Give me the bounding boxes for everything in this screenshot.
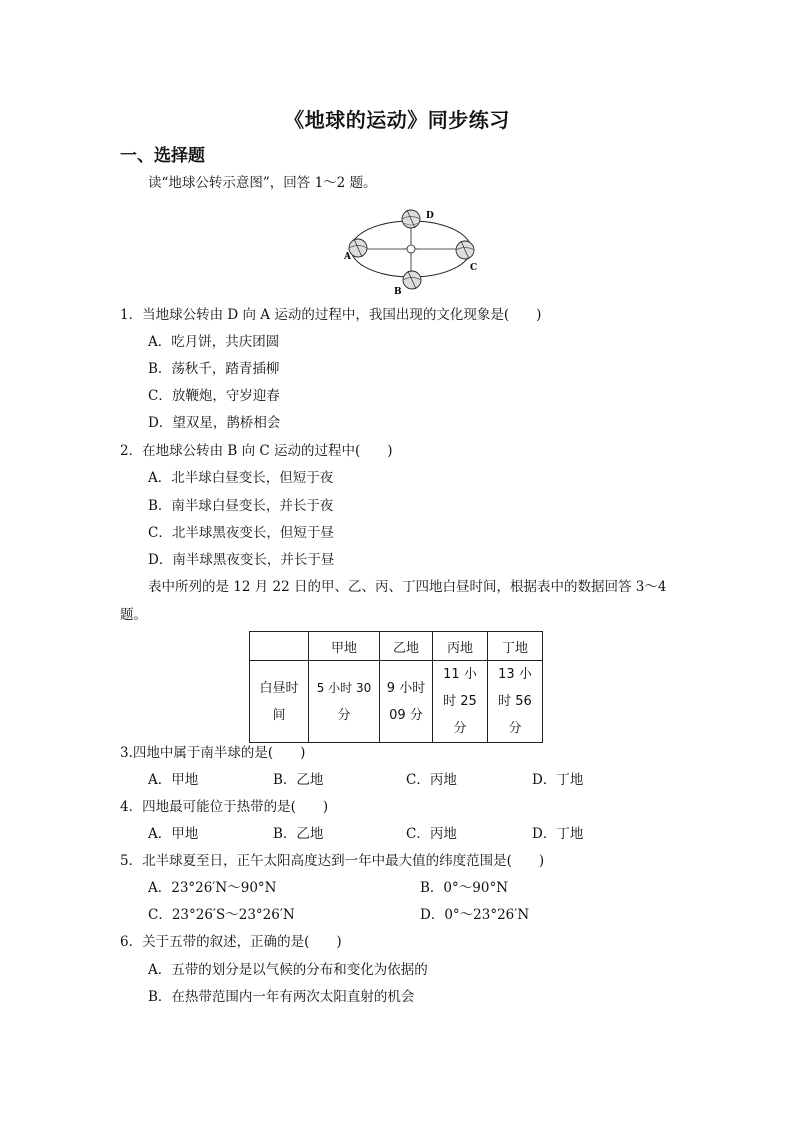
table-cell-line: 分: [453, 721, 467, 736]
q5-option-d: D．0°～23°26′N: [420, 907, 530, 923]
table-header-cell: [250, 632, 309, 661]
q4-option-b: B．乙地: [273, 826, 324, 842]
q4-option-d: D．丁地: [532, 826, 584, 842]
table-cell: [488, 661, 543, 743]
table-header-row: [250, 632, 543, 661]
diagram-label-a: A: [344, 252, 351, 262]
q1-option-a: A．吃月饼，共庆团圆: [148, 334, 280, 350]
q2-option-a: A．北半球白昼变长，但短于夜: [148, 470, 334, 486]
table-header-cell: 甲地: [309, 632, 380, 661]
sun-icon: [403, 241, 419, 257]
q2-option-d: D．南半球黑夜变长，并长于昼: [148, 552, 335, 568]
earth-a-icon: [349, 239, 367, 257]
table-cell-line: 13 小: [498, 667, 532, 682]
diagram-label-c: C: [470, 263, 478, 273]
table-cell: [309, 661, 380, 743]
q5-option-c: C．23°26′S～23°26′N: [148, 907, 295, 923]
table-header-cell: 乙地: [380, 632, 433, 661]
earth-orbit-diagram: [336, 201, 486, 297]
question-1: 1．当地球公转由 D 向 A 运动的过程中，我国出现的文化现象是( ): [120, 307, 542, 323]
q2-option-c: C．北半球黑夜变长，但短于昼: [148, 525, 334, 541]
table-cell-line: 09 分: [389, 707, 423, 723]
table-cell-line: 9 小时: [386, 680, 426, 696]
table-cell-line: 11 小: [443, 667, 477, 682]
table-header-cell: 丁地: [488, 632, 543, 661]
table-cell-line: 时 25: [443, 694, 477, 709]
table-cell-line: 白昼时: [259, 680, 299, 696]
earth-b-icon: [403, 271, 421, 289]
q6-option-a: A．五带的划分是以气候的分布和变化为依据的: [148, 962, 428, 978]
table-cell: [380, 661, 433, 743]
question-4: 4．四地最可能位于热带的是( ): [120, 799, 329, 815]
q3-option-d: D．丁地: [532, 772, 584, 788]
table-cell-line: 时 56: [498, 694, 532, 709]
q1-option-d: D．望双星，鹊桥相会: [148, 415, 281, 431]
section-heading: 一、选择题: [120, 146, 205, 166]
table-cell-line: 分: [508, 721, 522, 736]
question-2: 2．在地球公转由 B 向 C 运动的过程中( ): [120, 443, 393, 459]
intro-text-2-cont: 题。: [120, 607, 147, 623]
q2-option-b: B．南半球白昼变长，并长于夜: [148, 498, 334, 514]
q1-option-b: B．荡秋千，踏青插柳: [148, 361, 280, 377]
table-cell: [433, 661, 488, 743]
q5-option-a: A．23°26′N～90°N: [148, 880, 277, 896]
table-cell-line: 间: [272, 707, 286, 723]
diagram-label-d: D: [426, 211, 434, 221]
intro-text-2: 表中所列的是 12 月 22 日的甲、乙、丙、丁四地白昼时间，根据表中的数据回答 3～4: [148, 579, 667, 595]
q6-option-b: B．在热带范围内一年有两次太阳直射的机会: [148, 989, 415, 1005]
q1-option-c: C．放鞭炮，守岁迎春: [148, 388, 280, 404]
earth-c-icon: [456, 241, 474, 259]
table-cell-line: 5 小时 30: [316, 680, 372, 695]
table-row-label: [250, 661, 309, 743]
q3-option-c: C．丙地: [406, 772, 457, 788]
table-cell-line: 分: [337, 707, 351, 723]
intro-text-1: 读“地球公转示意图”，回答 1～2 题。: [148, 175, 377, 191]
table-header-cell: 丙地: [433, 632, 488, 661]
daylight-table: [249, 631, 543, 743]
diagram-label-b: B: [394, 287, 402, 297]
q3-option-a: A．甲地: [148, 772, 199, 788]
page-title: 《地球的运动》同步练习: [284, 108, 510, 132]
question-6: 6．关于五带的叙述，正确的是( ): [120, 934, 342, 950]
q4-option-c: C．丙地: [406, 826, 457, 842]
question-5: 5．北半球夏至日，正午太阳高度达到一年中最大值的纬度范围是( ): [120, 853, 545, 869]
earth-d-icon: [402, 210, 420, 228]
q3-option-b: B．乙地: [273, 772, 324, 788]
q5-option-b: B．0°～90°N: [420, 880, 509, 896]
question-3: 3.四地中属于南半球的是( ): [120, 745, 306, 761]
q4-option-a: A．甲地: [148, 826, 199, 842]
table-row: [250, 661, 543, 743]
